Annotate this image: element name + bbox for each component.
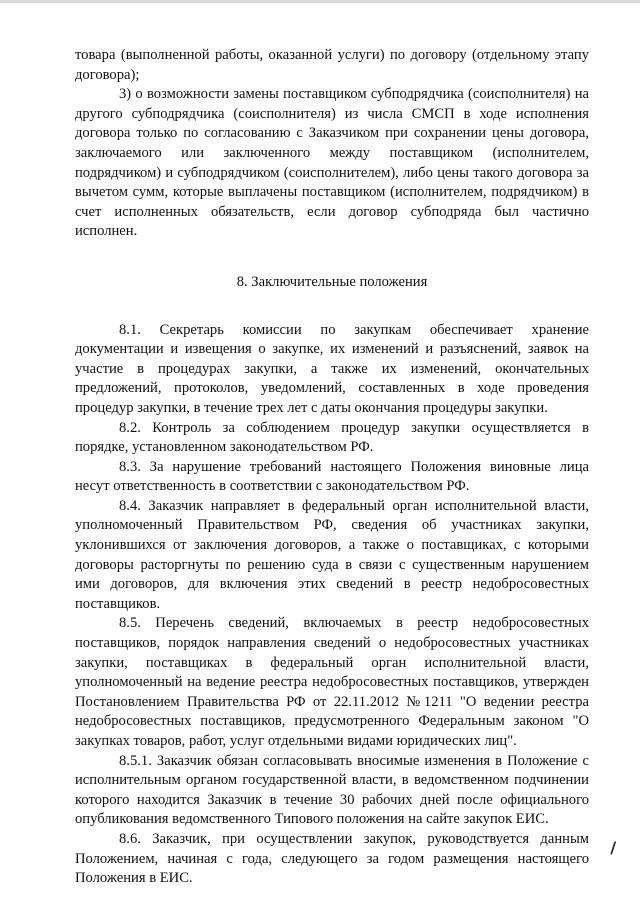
clause-8-4: 8.4. Заказчик направляет в федеральный орган исполнительной власти, уполномоченный Правительством РФ, сведения об участниках закупки, уклонившихся от заключения договоров, а также о поставщиках, с которыми договоры расторгнуты по решению суда в связи с существенным нарушением ими договоров, для включения этих сведений в реестр недобросовестных поставщиков.: [75, 497, 589, 612]
clause-8-6: 8.6. Заказчик, при осуществлении закупок, руководствуется данным Положением, начиная с года, следующего за годом размещения настоящего Положения в ЕИС.: [75, 830, 589, 887]
document-body: [75, 46, 589, 889]
clause-8-2: 8.2. Контроль за соблюдением процедур закупки осуществляется в порядке, установленном законодательством РФ.: [75, 419, 589, 456]
clause-8-3: 8.3. За нарушение требований настоящего Положения виновные лица несут ответственность в соответствии с законодательством РФ.: [75, 458, 589, 495]
clause-8-5: 8.5. Перечень сведений, включаемых в реестр недобросовестных поставщиков, порядок направления сведений о недобросовестных участниках закупки, поставщиках в федеральный орган исполнительной власти, уполномоченный на ведение реестра недобросовестных поставщиков, утвержден Постановлением Правительства РФ от 22.11.2012 №1211 "О ведении реестра недобросовестных поставщиков, предусмотренного Федеральным законом "О закупках товаров, работ, услуг отдельными видами юридических лиц".: [75, 615, 589, 749]
clause-8-1: 8.1. Секретарь комиссии по закупкам обеспечивает хранение документации и извещения о закупке, их изменений и разъяснений, заявок на участие в процедурах закупки, а также их изменений, окончательных предложений, протоколов, уведомлений, составленных в ходе проведения процедур закупки, в течение трех лет с даты окончания процедуры закупки.: [75, 321, 589, 416]
scan-edge: [0, 0, 640, 3]
section-heading: 8. Заключительные положения: [236, 273, 428, 290]
pen-mark: [610, 841, 623, 857]
continuation-paragraph: товара (выполненной работы, оказанной услуги) по договору (отдельному этапу договора);: [75, 47, 589, 83]
item-3-paragraph: 3) о возможности замены поставщиком субподрядчика (соисполнителя) на другого субподрядчика (соисполнителя) из числа СМСП в ходе исполнения договора только по согласованию с Заказчиком при сохранении цены договора, заключаемого или заключенного между поставщиком (исполнителем, подрядчиком) и субподрядчиком (соисполнителем), либо цены такого договора за вычетом сумм, которые выплачены поставщиком (исполнителем, подрядчиком) в счет исполненных обязательств, если договор субподряда был частично исполнен.: [75, 86, 589, 240]
clause-8-5-1: 8.5.1. Заказчик обязан согласовывать вносимые изменения в Положение с исполнительным органом государственной власти, в ведомственном подчинении которого находится Заказчик в течение 30 рабочих дней после официального опубликования ведомственного Типового положения на сайте закупок ЕИС.: [75, 752, 589, 828]
